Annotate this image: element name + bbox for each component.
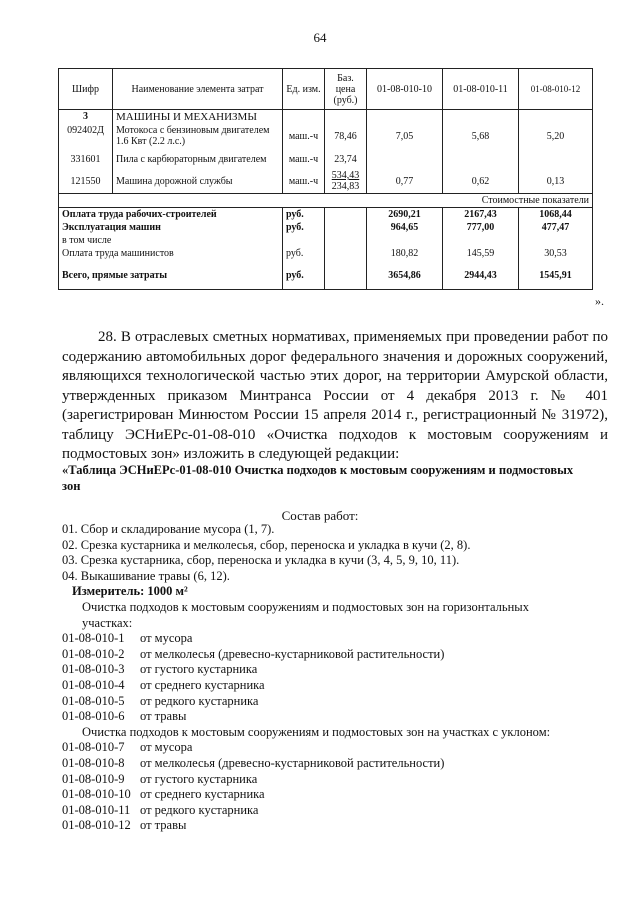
cost-name: Оплата труда машинистов bbox=[59, 247, 283, 260]
horizontal-heading: Очистка подходов к мостовым сооружениям и подмостовых зон на горизонтальных bbox=[82, 599, 529, 614]
item-code: 01-08-010-7 bbox=[62, 740, 125, 755]
header-unit: Ед. изм. bbox=[283, 69, 325, 110]
machine-code: 121550 bbox=[59, 166, 113, 194]
list-item bbox=[62, 818, 608, 834]
machine-value-12: 0,13 bbox=[519, 166, 593, 194]
cost-header-row bbox=[59, 194, 593, 208]
item-code: 01-08-010-3 bbox=[62, 662, 125, 677]
list-item bbox=[62, 662, 608, 678]
list-item bbox=[62, 740, 608, 756]
machine-name: Машина дорожной службы bbox=[113, 166, 283, 194]
cost-name: Эксплуатация машин bbox=[59, 221, 283, 234]
machine-price-secondary: 234,83 bbox=[331, 181, 360, 192]
table-row bbox=[59, 208, 593, 222]
work-item: 04. Выкашивание травы (6, 12). bbox=[62, 568, 230, 583]
slope-heading: Очистка подходов к мостовым сооружениям и подмостовых зон на участках с уклоном: bbox=[82, 724, 551, 739]
cost-value-12: 1545,91 bbox=[519, 260, 593, 290]
header-col-10: 01-08-010-10 bbox=[367, 69, 443, 110]
item-text: от мусора bbox=[140, 631, 193, 646]
cost-name: в том числе bbox=[59, 234, 283, 247]
cost-name: Всего, прямые затраты bbox=[59, 260, 283, 290]
item-text: от мусора bbox=[140, 740, 193, 755]
section-title: МАШИНЫ И МЕХАНИЗМЫ bbox=[113, 110, 283, 125]
paragraph-28 bbox=[62, 328, 608, 465]
machine-name: Мотокоса с бензиновым двигателем 1.6 Квт (2.2 л.с.) bbox=[113, 124, 283, 148]
item-text: от густого кустарника bbox=[140, 771, 258, 786]
table-row bbox=[59, 124, 593, 148]
machine-value-11: 0,62 bbox=[443, 166, 519, 194]
list-item bbox=[62, 647, 608, 663]
item-code: 01-08-010-5 bbox=[62, 693, 125, 708]
item-code: 01-08-010-8 bbox=[62, 755, 125, 770]
item-text: от травы bbox=[140, 818, 187, 833]
section-number: 3 bbox=[59, 110, 113, 125]
cost-value-11: 145,59 bbox=[443, 247, 519, 260]
item-text: от среднего кустарника bbox=[140, 787, 265, 802]
machine-unit: маш.-ч bbox=[283, 124, 325, 148]
cost-value-10: 964,65 bbox=[367, 221, 443, 234]
item-code: 01-08-010-12 bbox=[62, 818, 131, 833]
machine-price: 23,74 bbox=[325, 148, 367, 166]
cost-header: Стоимостные показатели bbox=[59, 194, 593, 208]
measure-unit: Измеритель: 1000 м² bbox=[72, 584, 188, 599]
item-code: 01-08-010-4 bbox=[62, 677, 125, 692]
composition-title: Состав работ: bbox=[281, 508, 359, 523]
machine-code: 092402Д bbox=[59, 124, 113, 148]
cost-value-10: 2690,21 bbox=[367, 208, 443, 222]
cost-unit: руб. bbox=[283, 260, 325, 290]
item-code: 01-08-010-10 bbox=[62, 787, 131, 802]
list-item bbox=[62, 787, 608, 803]
machine-value-11 bbox=[443, 148, 519, 166]
cost-value-11: 2167,43 bbox=[443, 208, 519, 222]
machine-code: 331601 bbox=[59, 148, 113, 166]
cost-value-11: 2944,43 bbox=[443, 260, 519, 290]
work-item: 02. Срезка кустарника и мелколесья, сбор, переноска и укладка в кучи (2, 8). bbox=[62, 537, 471, 552]
table-title: «Таблица ЭСНиЕРс-01-08-010 Очистка подходов к мостовым сооружениям и подмостовых зон bbox=[62, 463, 574, 493]
list-item bbox=[62, 709, 608, 725]
machine-value-11: 5,68 bbox=[443, 124, 519, 148]
item-text: от мелколесья (древесно-кустарниковой растительности) bbox=[140, 755, 445, 770]
table-row bbox=[59, 221, 593, 234]
list-item bbox=[62, 694, 608, 710]
list-item bbox=[62, 772, 608, 788]
header-col-11: 01-08-010-11 bbox=[443, 69, 519, 110]
machine-value-10 bbox=[367, 148, 443, 166]
cost-unit: руб. bbox=[283, 208, 325, 222]
table-row bbox=[59, 148, 593, 166]
cost-unit: руб. bbox=[283, 221, 325, 234]
item-code: 01-08-010-6 bbox=[62, 709, 125, 724]
header-price: Баз. цена (руб.) bbox=[325, 69, 367, 110]
cost-unit: руб. bbox=[283, 247, 325, 260]
header-code: Шифр bbox=[59, 69, 113, 110]
table-row bbox=[59, 166, 593, 194]
machine-value-12: 5,20 bbox=[519, 124, 593, 148]
machine-unit: маш.-ч bbox=[283, 166, 325, 194]
machine-value-12 bbox=[519, 148, 593, 166]
item-text: от редкого кустарника bbox=[140, 802, 259, 817]
table-row bbox=[59, 234, 593, 247]
work-item: 03. Срезка кустарника, сбор, переноска и укладка в кучи (3, 4, 5, 9, 10, 11). bbox=[62, 553, 460, 568]
list-item bbox=[62, 631, 608, 647]
machine-value-10: 0,77 bbox=[367, 166, 443, 194]
machine-value-10: 7,05 bbox=[367, 124, 443, 148]
machine-price: 534,43 bbox=[331, 170, 360, 181]
cost-value-12: 477,47 bbox=[519, 221, 593, 234]
list-item bbox=[62, 756, 608, 772]
list-item bbox=[62, 678, 608, 694]
item-text: от редкого кустарника bbox=[140, 693, 259, 708]
item-code: 01-08-010-1 bbox=[62, 631, 125, 646]
table-row bbox=[59, 247, 593, 260]
item-text: от среднего кустарника bbox=[140, 677, 265, 692]
item-code: 01-08-010-11 bbox=[62, 802, 131, 817]
header-col-12: 01-08-010-12 bbox=[519, 69, 593, 110]
item-code: 01-08-010-9 bbox=[62, 771, 125, 786]
machine-unit: маш.-ч bbox=[283, 148, 325, 166]
header-name: Наименование элемента затрат bbox=[113, 69, 283, 110]
cost-value-11: 777,00 bbox=[443, 221, 519, 234]
list-item bbox=[62, 803, 608, 819]
horizontal-heading-continuation: участках: bbox=[82, 615, 133, 630]
cost-value-10: 3654,86 bbox=[367, 260, 443, 290]
work-item: 01. Сбор и складирование мусора (1, 7). bbox=[62, 522, 275, 536]
table-header-row bbox=[59, 69, 593, 110]
table-row bbox=[59, 260, 593, 290]
cost-value-12: 30,53 bbox=[519, 247, 593, 260]
page-number: 64 bbox=[313, 30, 327, 45]
cost-value-10: 180,82 bbox=[367, 247, 443, 260]
machine-name: Пила с карбюраторным двигателем bbox=[113, 148, 283, 166]
machine-price: 78,46 bbox=[325, 124, 367, 148]
resource-table bbox=[58, 68, 593, 290]
item-code: 01-08-010-2 bbox=[62, 646, 125, 661]
item-text: от мелколесья (древесно-кустарниковой растительности) bbox=[140, 646, 445, 661]
works-section bbox=[62, 522, 608, 834]
section-row bbox=[59, 110, 593, 125]
cost-value-12: 1068,44 bbox=[519, 208, 593, 222]
cost-name: Оплата труда рабочих-строителей bbox=[59, 208, 283, 222]
paragraph-28-text: 28. В отраслевых сметных нормативах, применяемых при проведении работ по содержанию автомобильных дорог федерального значения и дорожных сооружений, являющихся технологической частью этих дорог, на территории Амурской области, утвержденных приказом Минтранса России от 4 декабря 2013 г. № 401 (зарегистрирован Минюстом России 15 апреля 2014 г., регистрационный № 31972), таблицу ЭСНиЕРс-01-08-010 «Очистка подходов к мостовым сооружениям и подмостовых зон» изложить в следующей редакции: bbox=[62, 329, 608, 462]
closing-quote: ». bbox=[595, 294, 604, 308]
item-text: от густого кустарника bbox=[140, 662, 258, 677]
item-text: от травы bbox=[140, 709, 187, 724]
machine-price-cell bbox=[325, 166, 367, 194]
